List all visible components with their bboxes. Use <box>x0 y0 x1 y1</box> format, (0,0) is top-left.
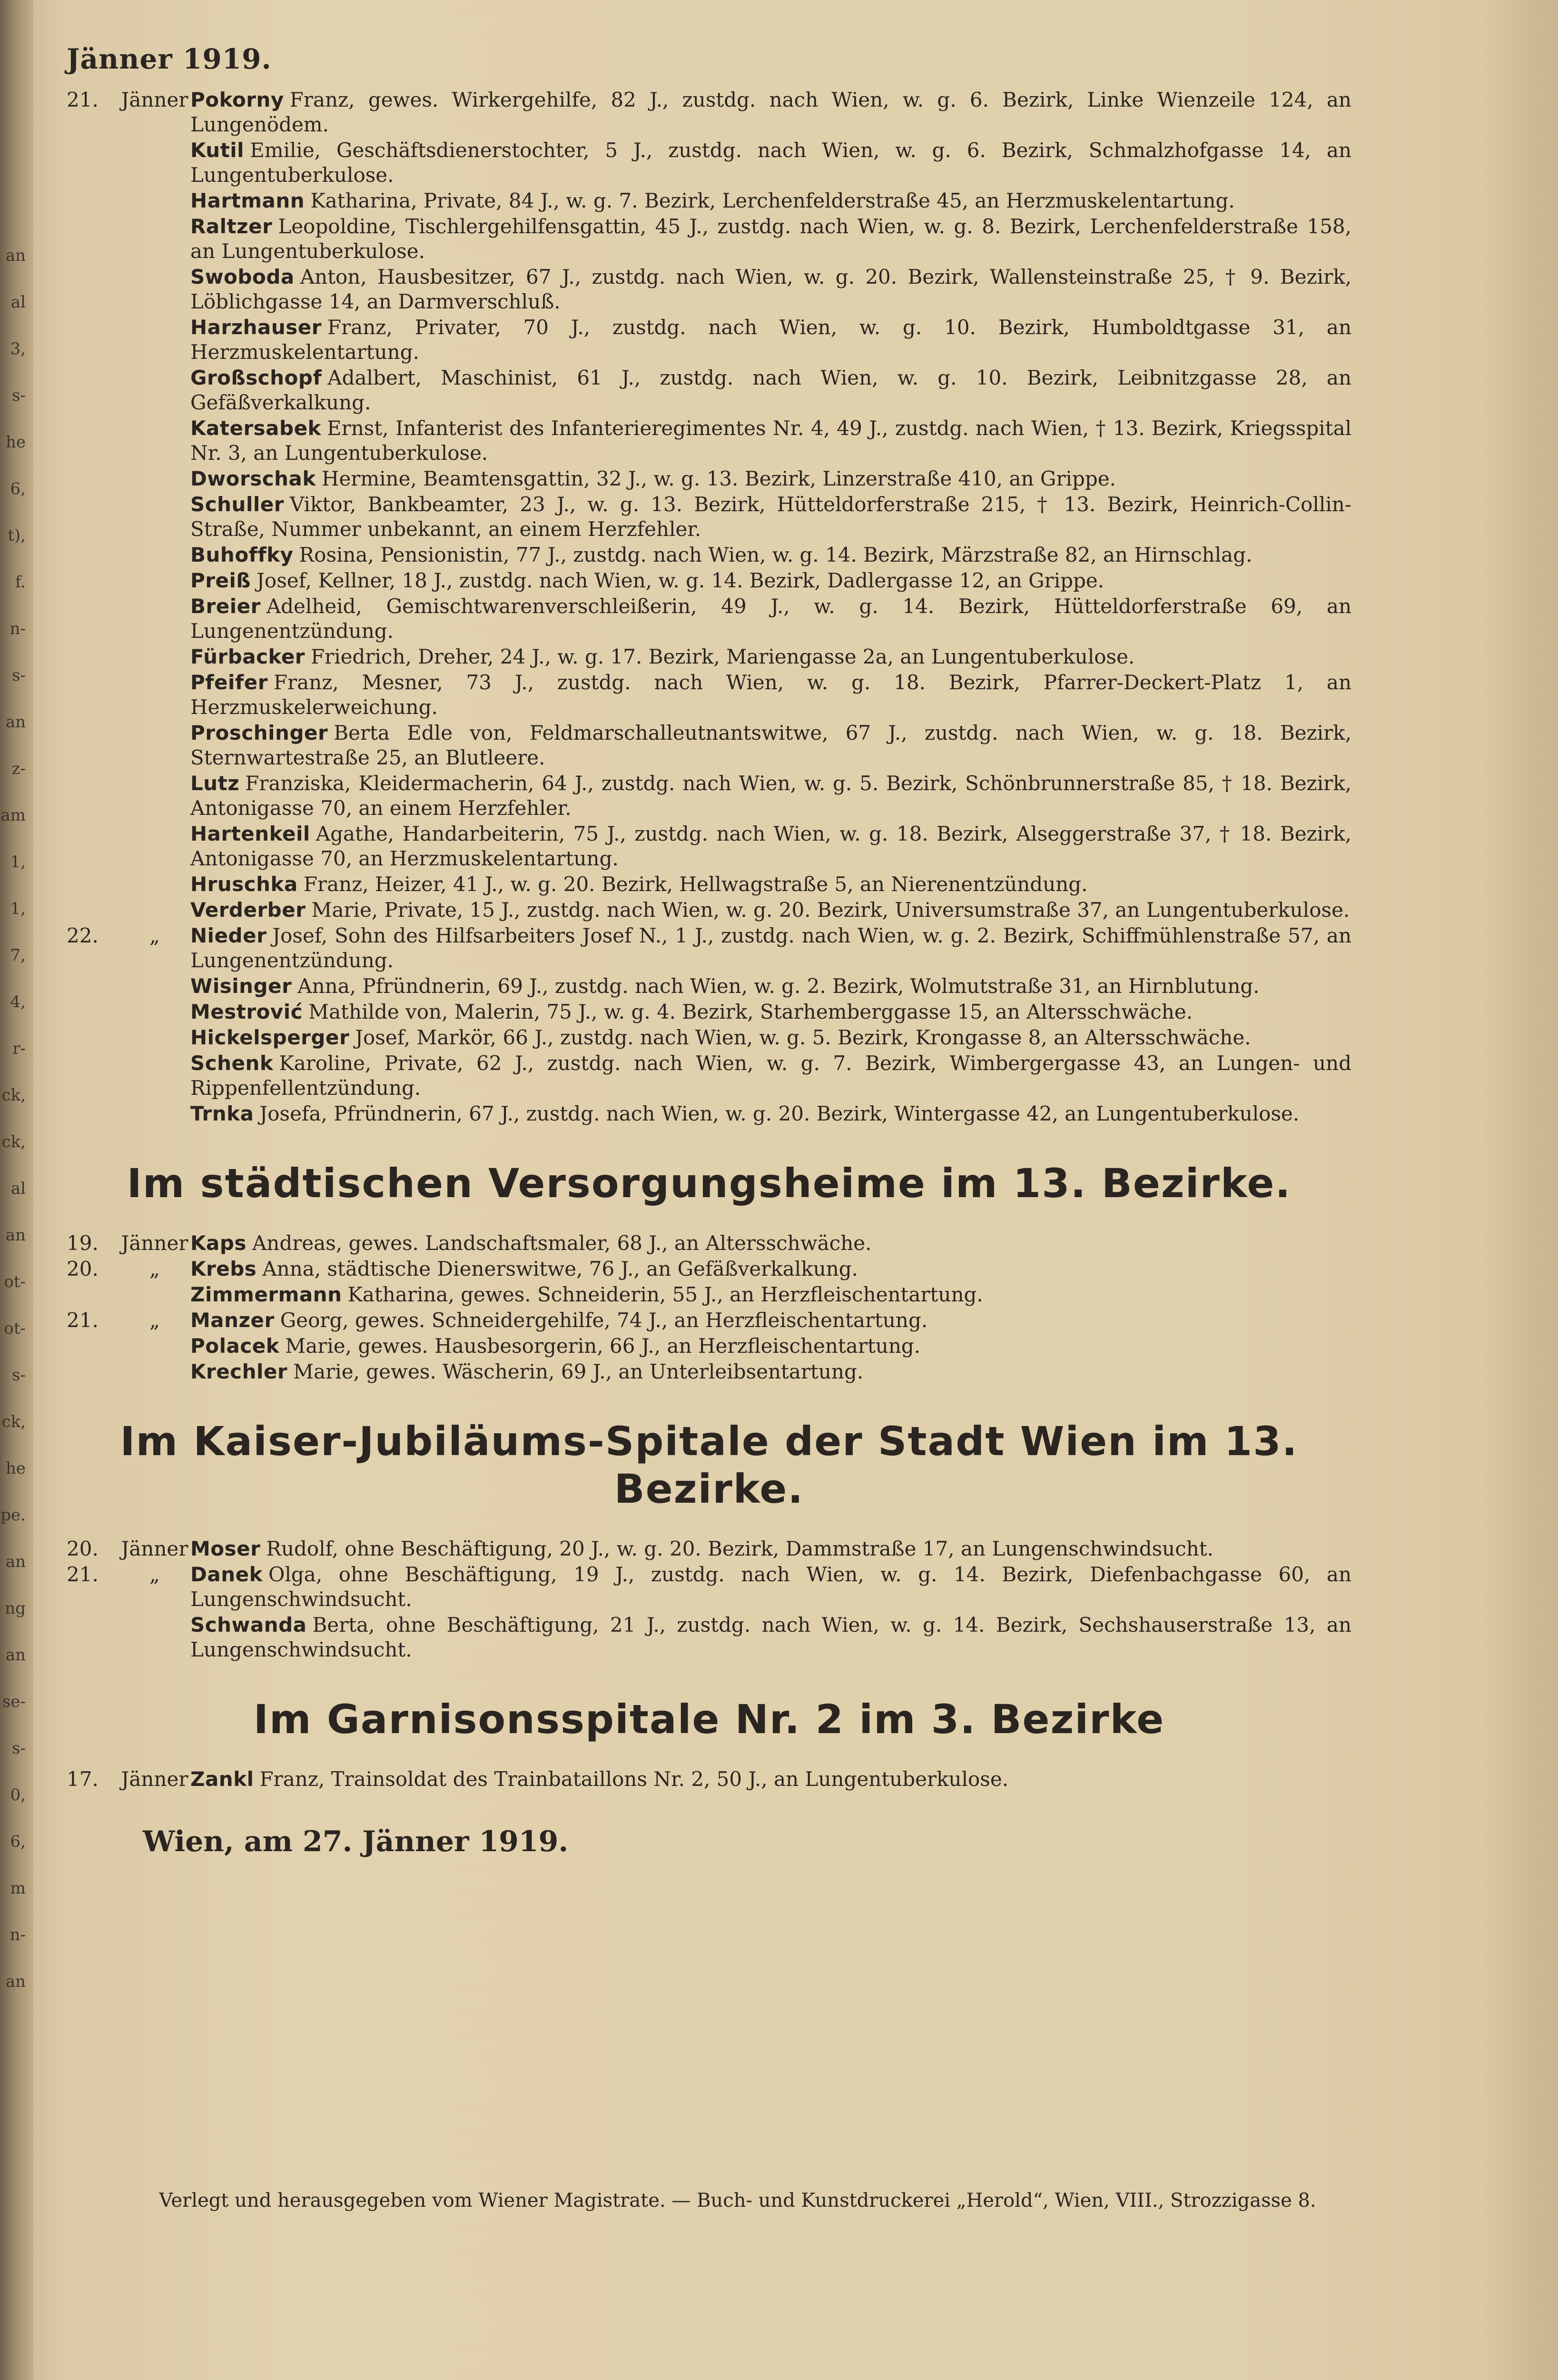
entry-day <box>67 1613 119 1662</box>
entry-body <box>190 88 1351 137</box>
entry-details: Josefa, Pfründnerin, 67 J., zustdg. nach Wien, w. g. 20. Bezirk, Wintergasse 42, an Lungentuberkulose. <box>259 1102 1300 1125</box>
entry-body <box>190 416 1351 466</box>
publisher-footer: Verlegt und herausgegeben vom Wiener Magistrate. — Buch- und Kunstdruckerei „Herold“, Wien, VIII., Strozzigasse 8. <box>159 2190 1316 2211</box>
adjacent-page-fragment: 4, <box>10 994 26 1012</box>
entry-month <box>119 1613 190 1662</box>
entry-body <box>190 1359 1351 1384</box>
entry-month <box>119 1000 190 1024</box>
entry-day: 21. <box>67 88 99 111</box>
register-entry <box>67 822 1351 871</box>
register-entry <box>67 1101 1351 1126</box>
entry-details: Adelheid, Gemischtwarenverschleißerin, 49 J., w. g. 14. Bezirk, Hütteldorferstraße 69, an Lungenentzündung. <box>190 595 1351 643</box>
adjacent-page-fragment: 3, <box>10 341 26 358</box>
adjacent-page-fragment: n- <box>10 621 26 638</box>
entry-surname: Moser <box>190 1537 261 1560</box>
entry-details: Rosina, Pensionistin, 77 J., zustdg. nach Wien, w. g. 14. Bezirk, Märzstraße 82, an Hirnschlag. <box>299 543 1252 566</box>
entry-day <box>67 1282 119 1307</box>
entry-details: Anton, Hausbesitzer, 67 J., zustdg. nach Wien, w. g. 20. Bezirk, Wallensteinstraße 25, † 9. Bezirk, Löblichgasse 14, an Darmverschluß. <box>190 265 1351 313</box>
adjacent-page-fragment: ck, <box>1 1414 26 1431</box>
entry-surname: Harzhauser <box>190 316 322 339</box>
register-entry <box>67 1257 1351 1281</box>
entry-details: Agathe, Handarbeiterin, 75 J., zustdg. nach Wien, w. g. 18. Bezirk, Alseggerstraße 37, † 18. Bezirk, Antonigasse 70, an Herzmuskelentartung. <box>190 822 1351 870</box>
entry-surname: Breier <box>190 595 261 618</box>
register-entry <box>67 923 1351 973</box>
entry-day <box>67 670 119 720</box>
entry-details: Viktor, Bankbeamter, 23 J., w. g. 13. Bezirk, Hütteldorferstraße 215, † 13. Bezirk, Heinrich-Collin-Straße, Nummer unbekannt, an einem Herzfehler. <box>190 493 1351 541</box>
entry-body <box>190 721 1351 770</box>
entry-month <box>119 188 190 213</box>
register-entry <box>67 771 1351 821</box>
register-entry <box>67 1308 1351 1333</box>
entry-details: Marie, gewes. Hausbesorgerin, 66 J., an Herzfleischentartung. <box>285 1334 921 1358</box>
entry-month <box>119 265 190 314</box>
entry-surname: Zimmermann <box>190 1283 342 1306</box>
register-entry <box>67 543 1351 567</box>
entry-surname: Buhoffky <box>190 543 294 566</box>
entry-surname: Katersabek <box>190 416 321 440</box>
entry-surname: Krebs <box>190 1257 257 1280</box>
entry-day: 21. <box>67 1563 99 1586</box>
section-title: Im Garnisonsspitale Nr. 2 im 3. Bezirke <box>253 1696 1165 1743</box>
death-register-sections <box>67 88 1351 1792</box>
entry-body <box>190 568 1351 593</box>
entry-details: Marie, Private, 15 J., zustdg. nach Wien, w. g. 20. Bezirk, Universumstraße 37, an Lungentuberkulose. <box>311 898 1350 922</box>
entry-details: Franziska, Kleidermacherin, 64 J., zustdg. nach Wien, w. g. 5. Bezirk, Schönbrunnerstraße 85, † 18. Bezirk, Antonigasse 70, an einem Herzfehler. <box>190 772 1351 820</box>
adjacent-page-fragment: r- <box>12 1041 26 1058</box>
entry-day <box>67 416 119 466</box>
adjacent-page-fragment: 7, <box>10 947 26 965</box>
entry-details: Leopoldine, Tischlergehilfensgattin, 45 J., zustdg. nach Wien, w. g. 8. Bezirk, Lerchenfelderstraße 158, an Lungentuberkulose. <box>190 215 1351 263</box>
entry-details: Franz, gewes. Wirkergehilfe, 82 J., zustdg. nach Wien, w. g. 6. Bezirk, Linke Wienzeile 124, an Lungenödem. <box>190 88 1351 136</box>
entry-body <box>190 1000 1351 1024</box>
entry-surname: Großschopf <box>190 366 322 389</box>
entry-surname: Hruschka <box>190 873 298 896</box>
entry-day <box>67 1359 119 1384</box>
entry-month <box>119 594 190 644</box>
entry-day: 21. <box>67 1309 99 1332</box>
adjacent-page-fragment: al <box>10 1180 26 1198</box>
entry-surname: Polacek <box>190 1334 280 1358</box>
entry-day <box>67 645 119 669</box>
entry-surname: Schenk <box>190 1051 274 1075</box>
entry-month <box>119 974 190 999</box>
entry-details: Rudolf, ohne Beschäftigung, 20 J., w. g. 20. Bezirk, Dammstraße 17, an Lungenschwindsucht. <box>266 1537 1214 1560</box>
entry-month <box>119 872 190 897</box>
entry-surname: Fürbacker <box>190 645 306 668</box>
entry-month <box>119 1025 190 1050</box>
entry-day: 17. <box>67 1767 99 1791</box>
register-entry <box>67 416 1351 466</box>
entry-month: Jänner <box>121 1767 188 1791</box>
entry-body <box>190 492 1351 542</box>
entry-day <box>67 1051 119 1101</box>
register-entry <box>67 1025 1351 1050</box>
entry-month: „ <box>149 1257 160 1280</box>
entry-body <box>190 315 1351 365</box>
entry-month <box>119 822 190 871</box>
register-entry <box>67 568 1351 593</box>
entry-day <box>67 1000 119 1024</box>
adjacent-page-fragment: an <box>5 248 26 265</box>
entry-month <box>119 568 190 593</box>
section-title: Im städtischen Versorgungsheime im 13. Bezirke. <box>127 1160 1292 1207</box>
register-entry <box>67 1282 1351 1307</box>
entry-details: Karoline, Private, 62 J., zustdg. nach Wien, w. g. 7. Bezirk, Wimbergergasse 43, an Lungen- und Rippenfellentzündung. <box>190 1051 1351 1100</box>
entry-month: „ <box>149 1309 160 1332</box>
adjacent-page-text-fragments <box>0 248 29 2020</box>
register-entry <box>67 670 1351 720</box>
adjacent-page-fragment: s- <box>12 667 26 685</box>
entry-body <box>190 214 1351 264</box>
entry-surname: Manzer <box>190 1309 275 1332</box>
register-entry <box>67 974 1351 999</box>
register-entry <box>67 1359 1351 1384</box>
entry-details: Franz, Heizer, 41 J., w. g. 20. Bezirk, Hellwagstraße 5, an Nierenentzündung. <box>303 873 1088 896</box>
page-header-date: Jänner 1919. <box>67 43 272 75</box>
entry-day <box>67 138 119 188</box>
entry-details: Adalbert, Maschinist, 61 J., zustdg. nach Wien, w. g. 10. Bezirk, Leibnitzgasse 28, an Gefäßverkalkung. <box>190 366 1351 414</box>
entry-body <box>190 898 1351 922</box>
entry-month <box>119 1359 190 1384</box>
entry-month <box>119 416 190 466</box>
entry-details: Katharina, Private, 84 J., w. g. 7. Bezirk, Lerchenfelderstraße 45, an Herzmuskelentartung. <box>310 189 1235 212</box>
entry-body <box>190 872 1351 897</box>
register-entry <box>67 1334 1351 1359</box>
register-entry <box>67 872 1351 897</box>
entry-month: Jänner <box>121 1231 188 1255</box>
entry-surname: Pfeifer <box>190 671 268 694</box>
entry-details: Marie, gewes. Wäscherin, 69 J., an Unterleibsentartung. <box>293 1360 864 1383</box>
register-entry <box>67 188 1351 213</box>
entry-month: Jänner <box>121 1537 188 1560</box>
register-entry <box>67 138 1351 188</box>
adjacent-page-fragment: ng <box>5 1600 26 1618</box>
entry-day <box>67 466 119 491</box>
entry-day: 22. <box>67 924 99 947</box>
entry-day <box>67 265 119 314</box>
adjacent-page-fragment: 6, <box>10 481 26 498</box>
adjacent-page-fragment: al <box>10 294 26 312</box>
entry-body <box>190 974 1351 999</box>
section-title: Im Kaiser-Jubiläums-Spitale der Stadt Wien im 13. Bezirke. <box>120 1418 1298 1512</box>
entry-month <box>119 1101 190 1126</box>
entry-day <box>67 974 119 999</box>
entry-body <box>190 466 1351 491</box>
entry-day <box>67 1334 119 1359</box>
register-entry <box>67 366 1351 415</box>
adjacent-page-fragment: 1, <box>10 854 26 872</box>
adjacent-page-fragment: f. <box>15 574 26 592</box>
entry-body <box>190 670 1351 720</box>
adjacent-page-fragment: pe. <box>0 1507 26 1525</box>
entry-surname: Zankl <box>190 1767 254 1791</box>
entry-details: Andreas, gewes. Landschaftsmaler, 68 J., an Altersschwäche. <box>252 1231 872 1255</box>
entry-month: „ <box>149 924 160 947</box>
entry-surname: Raltzer <box>190 215 273 238</box>
entry-day <box>67 214 119 264</box>
entry-body <box>190 1334 1351 1359</box>
entry-day <box>67 771 119 821</box>
adjacent-page-fragment: s- <box>12 387 26 405</box>
entry-day <box>67 721 119 770</box>
adjacent-page-fragment: ck, <box>1 1087 26 1105</box>
adjacent-page-fragment: t), <box>8 527 26 545</box>
entry-details: Josef, Sohn des Hilfsarbeiters Josef N., 1 J., zustdg. nach Wien, w. g. 2. Bezirk, Schiffmühlenstraße 57, an Lungenentzündung. <box>190 924 1351 972</box>
entry-surname: Schwanda <box>190 1613 307 1636</box>
entry-surname: Wisinger <box>190 974 292 998</box>
entry-month <box>119 1282 190 1307</box>
adjacent-page-fragment: he <box>5 434 26 452</box>
entry-day <box>67 872 119 897</box>
register-entry <box>67 898 1351 922</box>
entry-month: „ <box>149 1563 160 1586</box>
entry-surname: Danek <box>190 1563 263 1586</box>
entry-details: Georg, gewes. Schneidergehilfe, 74 J., an Herzfleischentartung. <box>280 1309 928 1332</box>
entry-day <box>67 492 119 542</box>
entry-details: Olga, ohne Beschäftigung, 19 J., zustdg. nach Wien, w. g. 14. Bezirk, Diefenbachgasse 60, an Lungenschwindsucht. <box>190 1563 1351 1611</box>
entry-month <box>119 670 190 720</box>
adjacent-page-fragment: 0, <box>10 1787 26 1805</box>
entry-day: 19. <box>67 1231 99 1255</box>
entry-body <box>190 138 1351 188</box>
adjacent-page-fragment: 6, <box>10 1834 26 1851</box>
register-entry <box>67 721 1351 770</box>
entry-month <box>119 721 190 770</box>
entry-details: Ernst, Infanterist des Infanterieregimentes Nr. 4, 49 J., zustdg. nach Wien, † 13. Bezirk, Kriegsspital Nr. 3, an Lungentuberkulose. <box>190 416 1351 465</box>
entry-month <box>119 138 190 188</box>
entry-body <box>190 1308 1351 1333</box>
entry-surname: Lutz <box>190 772 240 795</box>
entry-body <box>190 594 1351 644</box>
entry-month <box>119 214 190 264</box>
adjacent-page-fragment: an <box>5 1227 26 1245</box>
register-entry <box>67 88 1351 137</box>
entry-body <box>190 543 1351 567</box>
entry-details: Mathilde von, Malerin, 75 J., w. g. 4. Bezirk, Starhemberggasse 15, an Altersschwäche. <box>308 1000 1193 1023</box>
entry-day <box>67 594 119 644</box>
entry-surname: Verderber <box>190 898 306 922</box>
adjacent-page-fragment: 1, <box>10 901 26 918</box>
entry-details: Katharina, gewes. Schneiderin, 55 J., an Herzfleischentartung. <box>347 1283 983 1306</box>
entry-details: Josef, Markör, 66 J., zustdg. nach Wien, w. g. 5. Bezirk, Krongasse 8, an Altersschwäche. <box>355 1026 1251 1049</box>
page-content <box>67 43 1351 1858</box>
adjacent-page-fragment: s- <box>12 1367 26 1385</box>
entry-body <box>190 366 1351 415</box>
entry-day <box>67 188 119 213</box>
entry-month <box>119 1334 190 1359</box>
entry-surname: Trnka <box>190 1102 254 1125</box>
entry-details: Franz, Trainsoldat des Trainbataillons Nr. 2, 50 J., an Lungentuberkulose. <box>259 1767 1009 1791</box>
entry-month <box>119 1051 190 1101</box>
entry-surname: Kutil <box>190 139 245 162</box>
entry-body <box>190 1562 1351 1612</box>
entry-body <box>190 1282 1351 1307</box>
entry-surname: Kaps <box>190 1231 247 1255</box>
entry-body <box>190 188 1351 213</box>
entry-surname: Mestrović <box>190 1000 303 1023</box>
page-edge-shading <box>1482 0 1558 2380</box>
entry-surname: Nieder <box>190 924 267 947</box>
adjacent-page-fragment: an <box>5 1554 26 1571</box>
adjacent-page-fragment: s- <box>12 1740 26 1758</box>
entry-body <box>190 1537 1351 1561</box>
entry-body <box>190 265 1351 314</box>
adjacent-page-fragment: n- <box>10 1927 26 1944</box>
entry-surname: Dworschak <box>190 467 316 490</box>
register-entry <box>67 466 1351 491</box>
adjacent-page-fragment: ot- <box>4 1320 26 1338</box>
register-entry <box>67 492 1351 542</box>
adjacent-page-fragment: ot- <box>4 1274 26 1291</box>
entry-month <box>119 898 190 922</box>
register-entry <box>67 1231 1351 1256</box>
register-entry <box>67 645 1351 669</box>
entry-body <box>190 822 1351 871</box>
entry-body <box>190 1257 1351 1281</box>
adjacent-page-fragment: an <box>5 714 26 732</box>
entry-body <box>190 1101 1351 1126</box>
entry-details: Berta, ohne Beschäftigung, 21 J., zustdg. nach Wien, w. g. 14. Bezirk, Sechshauserstraße 13, an Lungenschwindsucht. <box>190 1613 1351 1661</box>
register-entry <box>67 1767 1351 1792</box>
entry-surname: Hartenkeil <box>190 822 310 845</box>
entry-details: Josef, Kellner, 18 J., zustdg. nach Wien, w. g. 14. Bezirk, Dadlergasse 12, an Grippe. <box>256 569 1104 592</box>
entry-day: 20. <box>67 1537 99 1560</box>
adjacent-page-fragment: an <box>5 1647 26 1665</box>
adjacent-page-fragment: m <box>10 1880 26 1898</box>
entry-body <box>190 1231 1351 1256</box>
entry-day <box>67 898 119 922</box>
register-entry <box>67 1051 1351 1101</box>
entry-surname: Schuller <box>190 493 284 516</box>
entry-details: Anna, Pfründnerin, 69 J., zustdg. nach Wien, w. g. 2. Bezirk, Wolmutstraße 31, an Hirnblutung. <box>297 974 1260 998</box>
entry-body <box>190 1025 1351 1050</box>
entry-surname: Pokorny <box>190 88 284 111</box>
entry-body <box>190 1613 1351 1662</box>
entry-details: Anna, städtische Dienerswitwe, 76 J., an Gefäßverkalkung. <box>262 1257 858 1280</box>
entry-day <box>67 1025 119 1050</box>
entry-month <box>119 492 190 542</box>
entry-details: Emilie, Geschäftsdienerstochter, 5 J., zustdg. nach Wien, w. g. 6. Bezirk, Schmalzhofgasse 14, an Lungentuberkulose. <box>190 139 1351 187</box>
entry-month: Jänner <box>121 88 188 111</box>
register-entry <box>67 594 1351 644</box>
entry-surname: Hickelsperger <box>190 1026 350 1049</box>
entry-day <box>67 543 119 567</box>
entry-month <box>119 466 190 491</box>
entry-body <box>190 923 1351 973</box>
closing-dateline: Wien, am 27. Jänner 1919. <box>143 1825 569 1858</box>
entry-body <box>190 1051 1351 1101</box>
entry-body <box>190 1767 1351 1792</box>
adjacent-page-fragment: he <box>5 1460 26 1478</box>
entry-body <box>190 771 1351 821</box>
entry-day <box>67 315 119 365</box>
entry-month <box>119 771 190 821</box>
entry-surname: Proschinger <box>190 721 328 744</box>
entry-details: Berta Edle von, Feldmarschalleutnantswitwe, 67 J., zustdg. nach Wien, w. g. 18. Bezirk, Sternwartestraße 25, an Blutleere. <box>190 721 1351 769</box>
entry-surname: Hartmann <box>190 189 305 212</box>
register-entry <box>67 265 1351 314</box>
register-entry <box>67 1613 1351 1662</box>
entry-day <box>67 1101 119 1126</box>
entry-surname: Swoboda <box>190 265 295 288</box>
entry-day <box>67 822 119 871</box>
register-entry <box>67 214 1351 264</box>
entry-month <box>119 645 190 669</box>
entry-month <box>119 315 190 365</box>
adjacent-page-fragment: se- <box>2 1694 26 1711</box>
entry-day <box>67 366 119 415</box>
entry-details: Franz, Privater, 70 J., zustdg. nach Wien, w. g. 10. Bezirk, Humboldtgasse 31, an Herzmuskelentartung. <box>190 316 1351 364</box>
register-entry <box>67 315 1351 365</box>
entry-details: Franz, Mesner, 73 J., zustdg. nach Wien, w. g. 18. Bezirk, Pfarrer-Deckert-Platz 1, an Herzmuskelerweichung. <box>190 671 1351 719</box>
entry-surname: Krechler <box>190 1360 288 1383</box>
adjacent-page-fragment: am <box>0 807 26 825</box>
entry-day: 20. <box>67 1257 99 1280</box>
adjacent-page-fragment: z- <box>11 761 26 778</box>
entry-month <box>119 543 190 567</box>
entry-details: Hermine, Beamtensgattin, 32 J., w. g. 13. Bezirk, Linzerstraße 410, an Grippe. <box>321 467 1116 490</box>
entry-body <box>190 645 1351 669</box>
adjacent-page-fragment: an <box>5 1973 26 1991</box>
entry-month <box>119 366 190 415</box>
entry-surname: Preiß <box>190 569 251 592</box>
entry-day <box>67 568 119 593</box>
register-entry <box>67 1000 1351 1024</box>
register-entry <box>67 1537 1351 1561</box>
adjacent-page-fragment: ck, <box>1 1134 26 1151</box>
entry-details: Friedrich, Dreher, 24 J., w. g. 17. Bezirk, Mariengasse 2a, an Lungentuberkulose. <box>311 645 1135 668</box>
register-entry <box>67 1562 1351 1612</box>
